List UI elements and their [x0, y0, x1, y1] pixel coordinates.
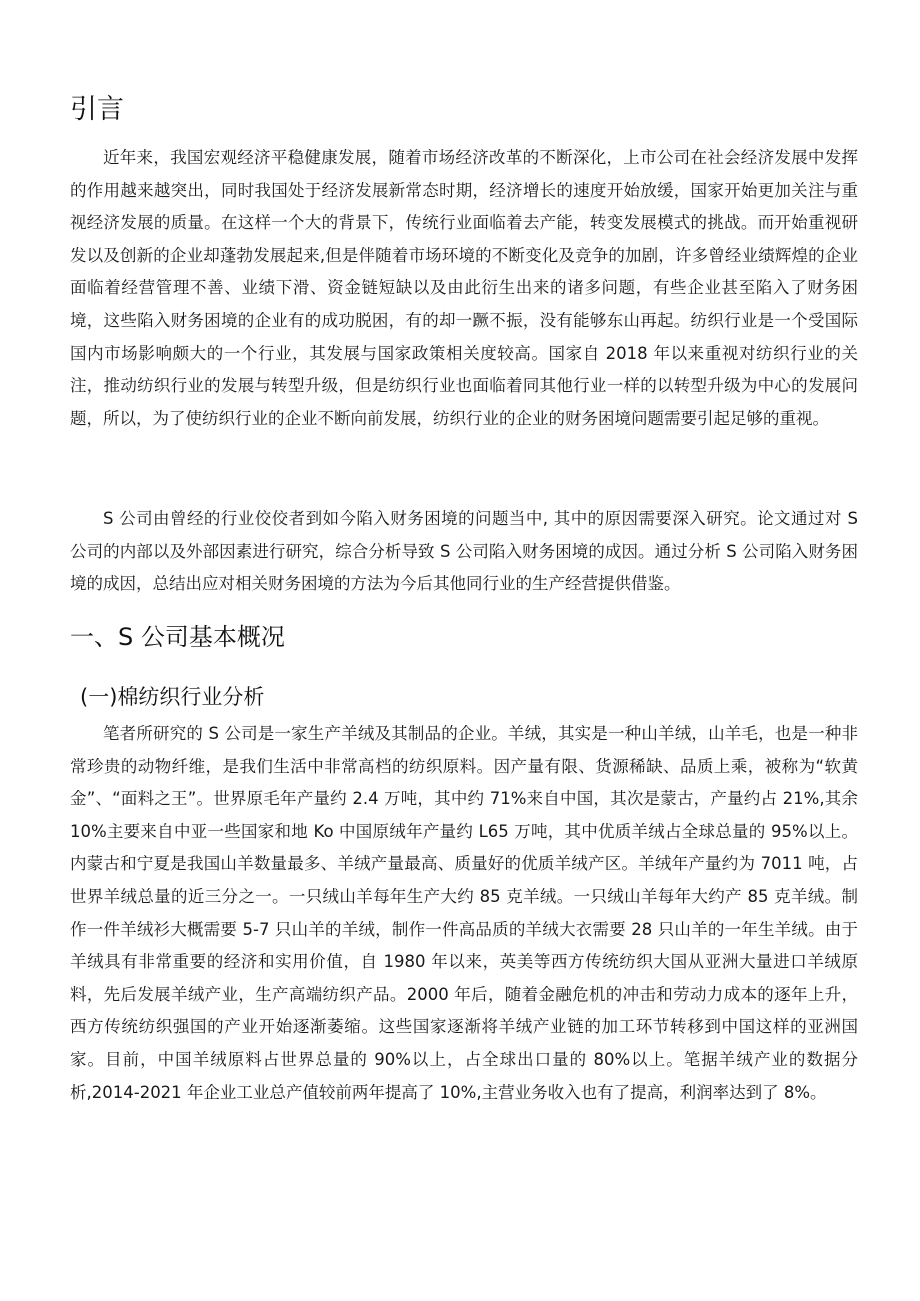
intro-paragraph-1: 近年来，我国宏观经济平稳健康发展，随着市场经济改革的不断深化，上市公司在社会经济发展中发挥的作用越来越突出，同时我国处于经济发展新常态时期，经济增长的速度开始放缓，国家开始更加关注与重视经济发展的质量。在这样一个大的背景下，传统行业面临着去产能，转变发展模式的挑战。而开始重视研发以及创新的企业却蓬勃发展起来,但是伴随着市场环境的不断变化及竞争的加剧，许多曾经业绩辉煌的企业面临着经营管理不善、业绩下滑、资金链短缺以及由此衍生出来的诸多问题，有些企业甚至陷入了财务困境，这些陷入财务困境的企业有的成功脱困，有的却一蹶不振，没有能够东山再起。纺织行业是一个受国际国内市场影响颇大的一个行业，其发展与国家政策相关度较高。国家自 2018 年以来重视对纺织行业的关注，推动纺织行业的发展与转型升级，但是纺织行业也面临着同其他行业一样的以转型升级为中心的发展问题，所以，为了使纺织行业的企业不断向前发展，纺织行业的企业的财务困境问题需要引起足够的重视。	[70, 148, 858, 428]
section-heading: 一、S 公司基本概况	[70, 623, 285, 651]
subsection-heading: (一)棉纺织行业分析	[80, 685, 265, 709]
intro-paragraph-2: S 公司由曾经的行业佼佼者到如今陷入财务困境的问题当中, 其中的原因需要深入研究。论文通过对 S 公司的内部以及外部因素进行研究，综合分析导致 S 公司陷入财务困境的成因。通过分析 S 公司陷入财务困境的成因，总结出应对相关财务困境的方法为今后其他同行业的生产经营提供借鉴。	[70, 509, 858, 594]
intro-heading: 引言	[70, 94, 124, 125]
subsection-paragraph: 笔者所研究的 S 公司是一家生产羊绒及其制品的企业。羊绒，其实是一种山羊绒，山羊毛，也是一种非常珍贵的动物纤维，是我们生活中非常高档的纺织原料。因产量有限、货源稀缺、品质上乘，被称为“软黄金”、“面料之王”。世界原毛年产量约 2.4 万吨，其中约 71%来自中国，其次是蒙古，产量约占 21%,其余 10%主要来自中亚一些国家和地 Ko 中国原绒年产量约 L65 万吨，其中优质羊绒占全球总量的 95%以上。内蒙古和宁夏是我国山羊数量最多、羊绒产量最高、质量好的优质羊绒产区。羊绒年产量约为 7011 吨，占世界羊绒总量的近三分之一。一只绒山羊每年生产大约 85 克羊绒。一只绒山羊每年大约产 85 克羊绒。制作一件羊绒衫大概需要 5-7 只山羊的羊绒，制作一件高品质的羊绒大衣需要 28 只山羊的一年生羊绒。由于羊绒具有非常重要的经济和实用价值，自 1980 年以来，英美等西方传统纺织大国从亚洲大量进口羊绒原料，先后发展羊绒产业，生产高端纺织产品。2000 年后，随着金融危机的冲击和劳动力成本的逐年上升，西方传统纺织强国的产业开始逐渐萎缩。这些国家逐渐将羊绒产业链的加工环节转移到中国这样的亚洲国家。目前，中国羊绒原料占世界总量的 90%以上，占全球出口量的 80%以上。笔据羊绒产业的数据分析,2014-2021 年企业工业总产值较前两年提高了 10%,主营业务收入也有了提高，利润率达到了 8%。	[70, 724, 858, 1102]
